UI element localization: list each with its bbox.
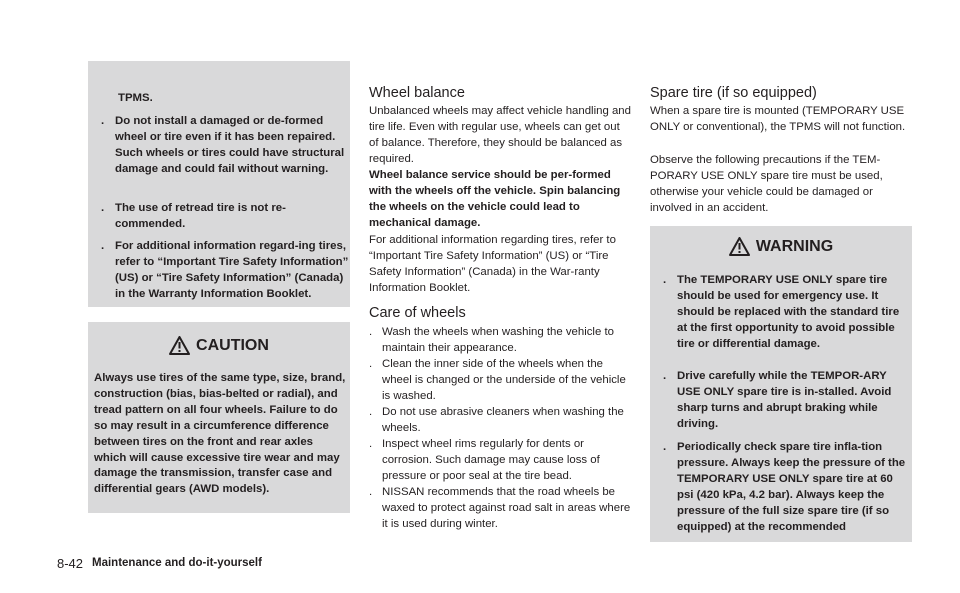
warning-item-2 <box>88 201 350 233</box>
spare-warning-item-2 <box>650 369 912 433</box>
care-item-text: Inspect wheel rims regularly for dents or corrosion. Such damage may cause loss of pressure or poor seal at the tire bead. <box>382 438 600 482</box>
section-title: Maintenance and do-it-yourself <box>92 557 262 569</box>
care-item-1 <box>356 325 631 357</box>
bullet: . <box>369 486 373 498</box>
warning-box <box>650 226 912 542</box>
care-of-wheels-heading: Care of wheels <box>369 305 466 321</box>
care-item-4 <box>356 437 631 485</box>
care-item-text: Clean the inner side of the wheels when the wheel is changed or the underside of the vehicle is washed. <box>382 358 626 402</box>
wheel-balance-paragraph-2: Wheel balance service should be per-formed with the wheels off the vehicle. Spin balancing the wheels on the vehicle could lead to mechanical damage. <box>369 169 621 229</box>
warning-item-text: Periodically check spare tire infla-tion pressure. Always keep the pressure of the TEMPORARY USE ONLY spare tire at 60 psi (420 kPa, 4.2 bar). Always keep the pressure of the full size spare tire (if so equipped) at the recommended <box>677 441 906 533</box>
care-item-text: NISSAN recommends that the road wheels be waxed to protect against road salt in areas where it is used during winter. <box>382 486 631 530</box>
bullet: . <box>101 240 105 252</box>
page-number: 8-42 <box>57 556 84 571</box>
warning-item-text: The use of retread tire is not re-commended. <box>115 202 286 230</box>
warning-item-text: The TEMPORARY USE ONLY spare tire should be used for emergency use. It should be replaced with the standard tire at the first opportunity to avoid possible tire or differential damage. <box>677 274 900 350</box>
caution-heading: CAUTION <box>196 336 269 354</box>
warning-item-1 <box>88 114 350 178</box>
care-item-text: Wash the wheels when washing the vehicle to maintain their appearance. <box>382 326 614 354</box>
spare-tire-heading: Spare tire (if so equipped) <box>650 85 817 101</box>
warning-item-text: Drive carefully while the TEMPOR-ARY USE ONLY spare tire is in-stalled. Avoid sharp turns and abrupt braking while driving. <box>677 370 892 430</box>
spare-warning-item-3 <box>650 440 912 535</box>
bullet: . <box>101 202 105 214</box>
warning-item-text: For additional information regard-ing tires, refer to “Important Tire Safety Information” (US) or “Tire Safety Information” (Canada) in the Warranty Information Booklet. <box>115 240 349 300</box>
warning-box-continued <box>88 61 350 307</box>
caution-heading-row <box>88 336 350 355</box>
wheel-balance-paragraph-3: For additional information regarding tires, refer to “Important Tire Safety Information” (US) or “Tire Safety Information” (Canada) in the War-ranty Information Booklet. <box>369 234 616 294</box>
warning-item-text: Do not install a damaged or de-formed wheel or tire even if it has been repaired. Such wheels or tires could have structural damage and could fail without warning. <box>115 115 345 175</box>
care-item-3 <box>356 405 631 437</box>
care-item-text: Do not use abrasive cleaners when washing the wheels. <box>382 406 624 434</box>
spare-tire-paragraph-2: Observe the following precautions if the TEM-PORARY USE ONLY spare tire must be used, otherwise your vehicle could be damaged or involved in an accident. <box>650 154 883 214</box>
spare-warning-item-1 <box>650 273 912 353</box>
bullet: . <box>663 370 667 382</box>
bullet: . <box>101 115 105 127</box>
caution-text: Always use tires of the same type, size, brand, construction (bias, bias-belted or radial), and tread pattern on all four wheels. Failure to do so may result in a circumference difference between tires on the front and rear axles which will cause excessive tire wear and may damage the transmission, transfer case and differential gears (AWD models). <box>94 372 346 496</box>
wheel-balance-paragraph-1: Unbalanced wheels may affect vehicle handling and tire life. Even with regular use, wheels can get out of balance. Therefore, they should be balanced as required. <box>369 105 631 165</box>
warning-heading-row <box>650 237 912 256</box>
bullet: . <box>663 441 667 453</box>
warning-triangle-icon <box>169 336 190 355</box>
tpms-continuation: TPMS. <box>118 92 153 104</box>
caution-box <box>88 322 350 513</box>
bullet: . <box>663 274 667 286</box>
bullet: . <box>369 358 373 370</box>
warning-item-3 <box>88 239 350 303</box>
warning-heading: WARNING <box>755 237 834 255</box>
care-item-2 <box>356 357 631 405</box>
bullet: . <box>369 438 373 450</box>
warning-triangle-icon <box>729 237 750 256</box>
spare-tire-paragraph-1: When a spare tire is mounted (TEMPORARY USE ONLY or conventional), the TPMS will not function. <box>650 105 906 133</box>
care-item-5 <box>356 485 631 533</box>
bullet: . <box>369 326 373 338</box>
wheel-balance-heading: Wheel balance <box>369 85 465 101</box>
bullet: . <box>369 406 373 418</box>
